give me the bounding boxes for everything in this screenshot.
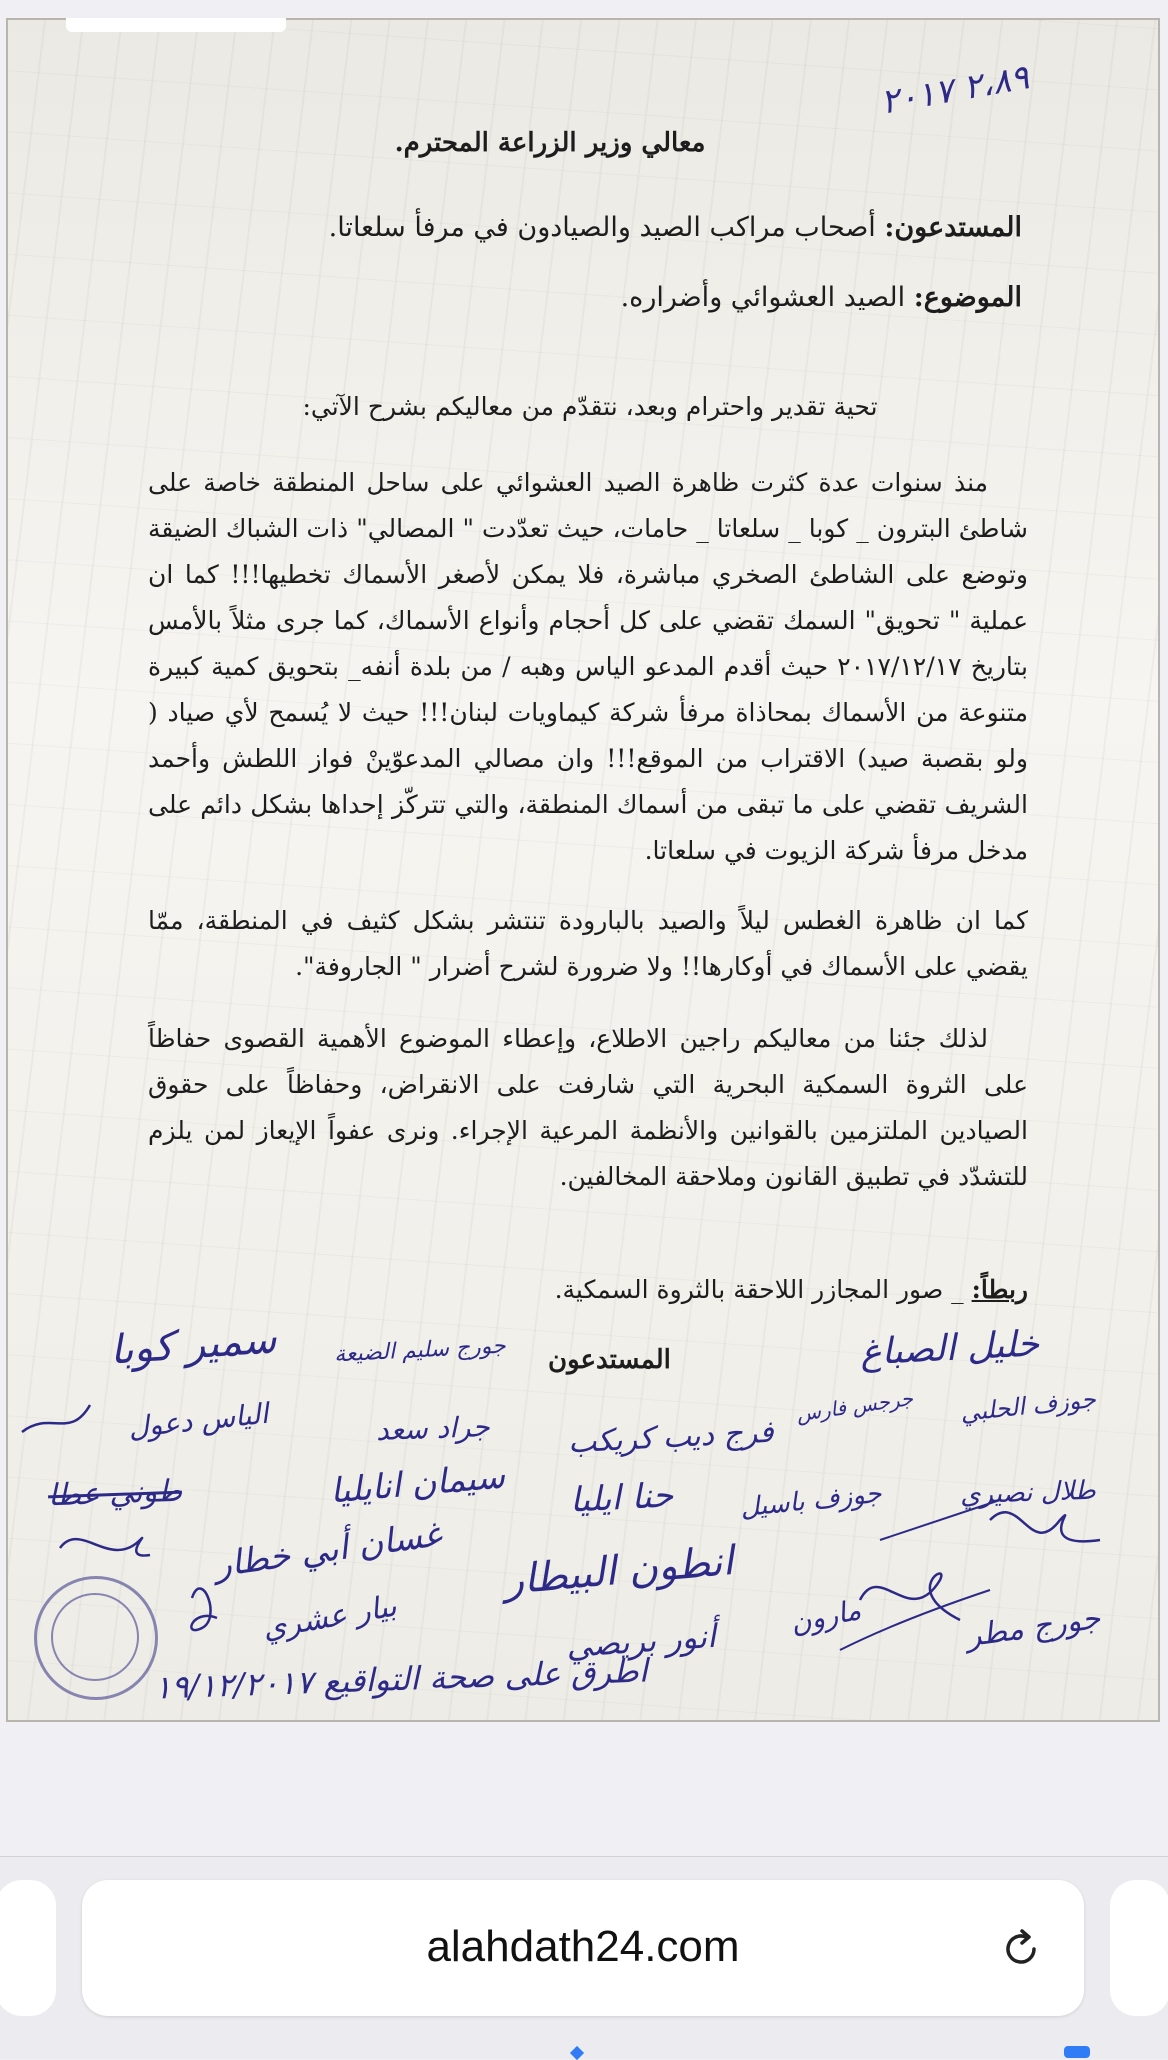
signature: غسان أبي خطار (212, 1514, 444, 1586)
signature: جوزف الحلبي (958, 1384, 1098, 1428)
paragraph-3: لذلك جئنا من معاليكم راجين الاطلاع، وإعطاء الموضوع الأهمية القصوى حفاظاً على الثروة السمكية البحرية التي شارفت على الانقراض، وحفاظاً على حقوق الصيادين الملتزمين بالقوانين والأنظمة المرعية الإجراء. ونرى عفواً الإيعاز لمن يلزم للتشدّد في تطبيق القانون وملاحقة المخالفين. (148, 1024, 1028, 1191)
signature: سمير كوبا (108, 1316, 278, 1374)
signature: بيار عشري (259, 1588, 400, 1647)
petitioners-label: المستدعون: (884, 212, 1022, 243)
reload-icon[interactable] (998, 1926, 1044, 1972)
signature: الياس دعول (126, 1396, 270, 1445)
petitioners-value: أصحاب مراكب الصيد والصيادون في مرفأ سلعاتا. (328, 212, 885, 243)
signature: مارون (787, 1592, 864, 1641)
authentication-note: اطرق على صحة التواقيع ١٩/١٢/٢٠١٧ (153, 1651, 649, 1707)
tabs-indicator-icon (1064, 2046, 1090, 2058)
signature: فرج ديب كريكب (567, 1414, 775, 1461)
signature: جورج سليم الضيعة (333, 1333, 507, 1368)
address-bar[interactable] (82, 1880, 1084, 2016)
addressee-line: معالي وزير الزراعة المحترم. (394, 128, 706, 158)
greeting-line: تحية تقدير واحترام وبعد، نتقدّم من معاليكم بشرح الآتي: (302, 392, 878, 421)
official-stamp (34, 1576, 158, 1700)
signature: خليل الصباغ (859, 1323, 1041, 1374)
url-text[interactable]: alahdath24.com (426, 1922, 740, 1971)
signature: أنور بريصي (564, 1616, 717, 1666)
signature: طلال نصيري (959, 1475, 1097, 1511)
subject-label: الموضوع: (913, 282, 1022, 313)
subject-value: الصيد العشوائي وأضراره. (620, 282, 914, 313)
signature: جرجس فارس (794, 1385, 915, 1427)
paragraph-2: كما ان ظاهرة الغطس ليلاً والصيد بالبارودة تنتشر بشكل كثيف في المنطقة، ممّا يقضي على الأسماك في أوكارها!! ولا ضرورة لشرح أضرار " الجاروفة". (148, 906, 1028, 981)
signature: جوزف باسيل (738, 1478, 883, 1524)
signature: انطون البيطار (502, 1538, 736, 1604)
paragraph-1: منذ سنوات عدة كثرت ظاهرة الصيد العشوائي على ساحل المنطقة خاصة على شاطئ البترون _ كوبا _ سلعاتا _ حامات، حيث تعدّدت " المصالي" ذات الشباك الضيقة وتوضع على الشاطئ الصخري مباشرة، فلا يمكن لأصغر الأسماك تخطيها!!! كما ان عملية " تحويق" السمك تقضي على كل أحجام وأنواع الأسماك، كما جرى مثلاً بالأمس بتاريخ ٢٠١٧/١٢/١٧ حيث أقدم المدعو الياس وهبه / من بلدة أنفه_ بتحويق كمية كبيرة متنوعة من الأسماك بمحاذاة مرفأ شركة كيماويات لبنان!!! حيث لا يُسمح لأي صياد ( ولو بقصبة صيد) الاقتراب من الموقع!!! وان مصالي المدعوّينْ فواز اللطش وأحمد الشريف تقضي على ما تبقى من أسماك المنطقة، والتي تتركّز إحداها بشكل دائم على مدخل مرفأ شركة الزيوت في سلعاتا. (148, 468, 1029, 865)
signature: سيمان انايليا (328, 1456, 507, 1512)
reference-note: ٢،٨٩ ٢٠١٧ (877, 57, 1032, 123)
attachment-label: ربطاً: (971, 1275, 1028, 1304)
signature: جورج مطر (964, 1600, 1103, 1655)
previous-tab-preview[interactable] (0, 1880, 56, 2016)
stamp-inner-ring (51, 1593, 139, 1681)
next-tab-preview[interactable] (1110, 1880, 1168, 2016)
signature: جراد سعد (375, 1410, 491, 1447)
signature: حنا ايليا (569, 1475, 675, 1521)
attachment-value: _ صور المجازر اللاحقة بالثروة السمكية. (554, 1275, 972, 1304)
signature: طوني عطا (47, 1473, 183, 1514)
signatures-heading: المستدعون (548, 1345, 671, 1375)
